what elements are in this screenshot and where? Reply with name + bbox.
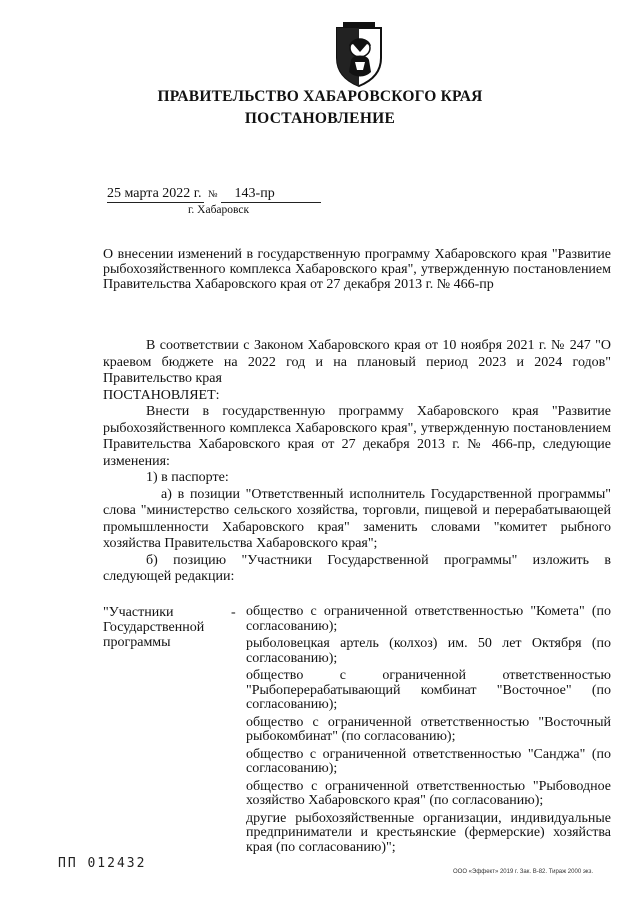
list-item: другие рыбохозяйственные организации, индивидуальные предприниматели и крестьянские (фермерские) хозяйства края (по согласованию)";: [246, 810, 611, 855]
date-number-line: [107, 186, 321, 203]
body-paragraph-3: а) в позиции "Ответственный исполнитель Государственной программы" слова "министерство сельского хозяйства, торговли, пищевой и перерабатывающей промышленности Хабаровского края" заменить словами "комитет рыбного хозяйства Правительства Хабаровского края";: [103, 486, 611, 551]
participants-label: "Участники Государственной программы: [103, 605, 205, 650]
body-paragraph-1: Внести в государственную программу Хабаровского края "Развитие рыбохозяйственного комплекса Хабаровского края", утвержденную постановлением Правительства Хабаровского края от 27 декабря 2013 г. № 466-пр, следующие изменения:: [103, 404, 611, 469]
list-item: общество с ограниченной ответственностью "Комета" (по согласованию);: [246, 604, 611, 634]
list-item: общество с ограниченной ответственностью "Рыбоводное хозяйство Хабаровского края" (по согласованию);: [246, 778, 611, 808]
document-city: г. Хабаровск: [188, 204, 250, 216]
decree-word: ПОСТАНОВЛЯЕТ:: [103, 387, 220, 403]
document-type: ПОСТАНОВЛЕНИЕ: [244, 110, 396, 127]
table-dash: -: [231, 605, 236, 620]
document-date: 25 марта 2022 г.: [107, 186, 204, 203]
document-title: ПРАВИТЕЛЬСТВО ХАБАРОВСКОГО КРАЯ: [157, 88, 483, 105]
number-sign: №: [208, 189, 218, 200]
form-serial-code: ПП 012432: [58, 856, 147, 871]
list-item: общество с ограниченной ответственностью "Санджа" (по согласованию);: [246, 746, 611, 776]
body-paragraph-4: б) позицию "Участники Государственной программы" изложить в следующей редакции:: [103, 552, 611, 584]
body-paragraph-2: 1) в паспорте:: [146, 470, 229, 485]
document-subject: О внесении изменений в государственную программу Хабаровского края "Развитие рыбохозяйственного комплекса Хабаровского края", утвержденную постановлением Правительства Хабаровского края от 27 декабря 2013 г. № 466-пр: [103, 247, 611, 292]
document-number: 143-пр: [221, 186, 321, 203]
participants-list: [246, 605, 611, 858]
list-item: общество с ограниченной ответственностью "Восточный рыбокомбинат" (по согласованию);: [246, 714, 611, 744]
list-item: общество с ограниченной ответственностью "Рыбоперерабатывающий комбинат "Восточное" (по согласованию);: [246, 668, 611, 712]
preamble-paragraph: В соответствии с Законом Хабаровского края от 10 ноября 2021 г. № 247 "О краевом бюджете на 2022 год и на плановый период 2023 и 2024 годов" Правительство края: [103, 338, 611, 386]
list-item: рыболовецкая артель (колхоз) им. 50 лет Октября (по согласованию);: [246, 636, 611, 666]
printer-info: ООО «Эффект» 2019 г. Зак. В-82. Тираж 2000 экз.: [453, 869, 593, 875]
document-body: [103, 338, 611, 586]
coat-of-arms-icon: [333, 22, 385, 88]
